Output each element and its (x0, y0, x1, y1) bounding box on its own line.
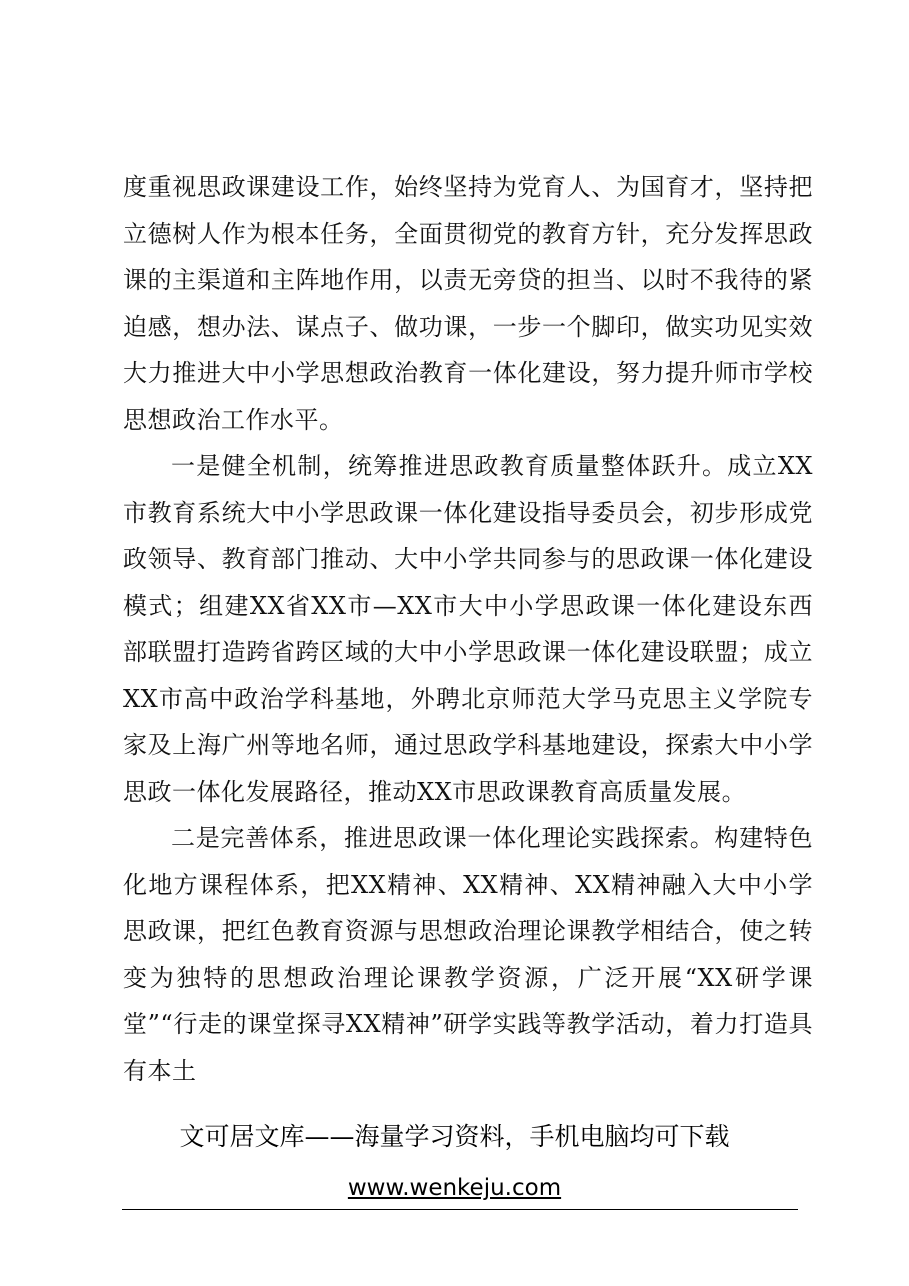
footer-url-container (0, 1175, 909, 1201)
footer-title: 文可居文库——海量学习资料，手机电脑均可下载 (179, 1122, 730, 1151)
footer-divider (122, 1209, 798, 1210)
document-body (123, 164, 813, 1094)
paragraph-continuation: 度重视思政课建设工作，始终坚持为党育人、为国育才，坚持把立德树人作为根本任务，全面贯彻党的教育方针，充分发挥思政课的主渠道和主阵地作用，以责无旁贷的担当、以时不我待的紧迫感，想办法、谋点子、做功课，一步一个脚印，做实功见实效大力推进大中小学思想政治教育一体化建设，努力提升师市学校思想政治工作水平。 (123, 173, 813, 434)
paragraph-mechanism: 一是健全机制，统筹推进思政教育质量整体跃升。成立XX市教育系统大中小学思政课一体化建设指导委员会，初步形成党政领导、教育部门推动、大中小学共同参与的思政课一体化建设模式；组建XX省XX市—XX市大中小学思政课一体化建设东西部联盟打造跨省跨区域的大中小学思政课一体化建设联盟；成立XX市高中政治学科基地，外聘北京师范大学马克思主义学院专家及上海广州等地名师，通过思政学科基地建设，探索大中小学思政一体化发展路径，推动XX市思政课教育高质量发展。 (123, 452, 813, 806)
footer-url-link[interactable]: www.wenkeju.com (347, 1175, 562, 1201)
paragraph-system: 二是完善体系，推进思政课一体化理论实践探索。构建特色化地方课程体系，把XX精神、XX精神、XX精神融入大中小学思政课，把红色教育资源与思想政治理论课教学相结合，使之转变为独特的思想政治理论课教学资源，广泛开展“XX研学课堂”“行走的课堂探寻XX精神”研学实践等教学活动，着力打造具有本土 (123, 824, 813, 1085)
